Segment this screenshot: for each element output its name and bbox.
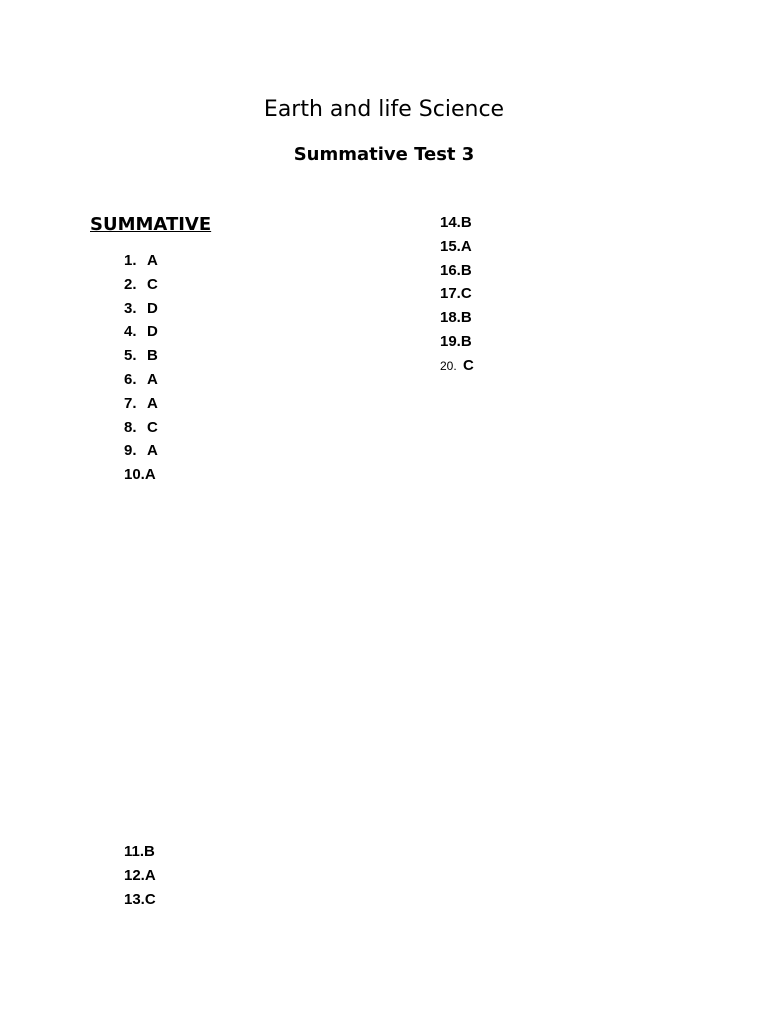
answer-letter: B bbox=[460, 332, 472, 350]
answer-item bbox=[124, 344, 158, 368]
answer-letter: B bbox=[147, 347, 158, 365]
answer-item bbox=[124, 297, 158, 321]
answer-item bbox=[124, 463, 158, 487]
answer-number: 19. bbox=[440, 332, 461, 350]
answer-number: 18. bbox=[440, 309, 461, 327]
answer-item bbox=[440, 306, 474, 330]
answer-number: 15. bbox=[440, 237, 461, 255]
answer-letter: A bbox=[460, 237, 472, 255]
answer-number: 9. bbox=[124, 442, 137, 460]
answer-letter: A bbox=[144, 866, 156, 884]
answer-letter: C bbox=[147, 418, 158, 436]
answer-item bbox=[440, 235, 474, 259]
answer-letter: A bbox=[147, 370, 158, 388]
answer-number: 5. bbox=[124, 347, 137, 365]
answer-item bbox=[440, 330, 474, 354]
answer-item bbox=[124, 888, 156, 912]
answer-letter: A bbox=[144, 466, 156, 484]
answer-letter: D bbox=[147, 323, 158, 341]
answer-number: 14. bbox=[440, 214, 461, 231]
answer-number: 1. bbox=[124, 252, 137, 269]
section-heading: SUMMATIVE bbox=[90, 214, 212, 235]
answer-number: 3. bbox=[124, 299, 137, 317]
answer-letter: A bbox=[147, 394, 158, 412]
answer-number: 11. bbox=[124, 843, 145, 860]
document-title: Earth and life Science bbox=[263, 97, 505, 122]
answer-number: 17. bbox=[440, 285, 461, 303]
answer-number: 8. bbox=[124, 418, 137, 436]
answer-item bbox=[124, 249, 158, 273]
answer-item bbox=[440, 354, 474, 378]
answer-item bbox=[440, 282, 474, 306]
answer-number: 12. bbox=[124, 866, 145, 884]
answer-list-col2 bbox=[440, 211, 474, 378]
answer-item bbox=[124, 864, 156, 888]
answer-item bbox=[124, 320, 158, 344]
answer-letter: D bbox=[147, 299, 158, 317]
answer-number: 2. bbox=[124, 275, 137, 293]
answer-item bbox=[124, 416, 158, 440]
answer-letter: C bbox=[144, 890, 156, 908]
answer-number: 13. bbox=[124, 890, 145, 908]
answer-letter: B bbox=[460, 309, 472, 327]
answer-item bbox=[124, 368, 158, 392]
answer-item bbox=[124, 273, 158, 297]
answer-number: 7. bbox=[124, 394, 137, 412]
answer-letter: B bbox=[460, 214, 472, 231]
answer-item bbox=[440, 259, 474, 283]
answer-number: 6. bbox=[124, 370, 137, 388]
answer-number: 4. bbox=[124, 323, 137, 341]
answer-number: 20. bbox=[440, 358, 457, 373]
answer-item bbox=[124, 439, 158, 463]
answer-number: 16. bbox=[440, 261, 461, 279]
answer-list-col1-top bbox=[124, 249, 158, 487]
answer-letter: C bbox=[463, 356, 474, 374]
document-subtitle: Summative Test 3 bbox=[293, 144, 475, 165]
answer-letter: A bbox=[147, 442, 158, 460]
answer-item bbox=[124, 840, 156, 864]
answer-number: 10. bbox=[124, 466, 145, 484]
answer-letter: C bbox=[460, 285, 472, 303]
answer-letter: A bbox=[147, 252, 158, 269]
answer-letter: B bbox=[144, 843, 155, 860]
answer-item bbox=[124, 392, 158, 416]
answer-letter: B bbox=[460, 261, 472, 279]
answer-list-col1-bottom bbox=[124, 840, 156, 911]
answer-item bbox=[440, 211, 474, 235]
answer-letter: C bbox=[147, 275, 158, 293]
